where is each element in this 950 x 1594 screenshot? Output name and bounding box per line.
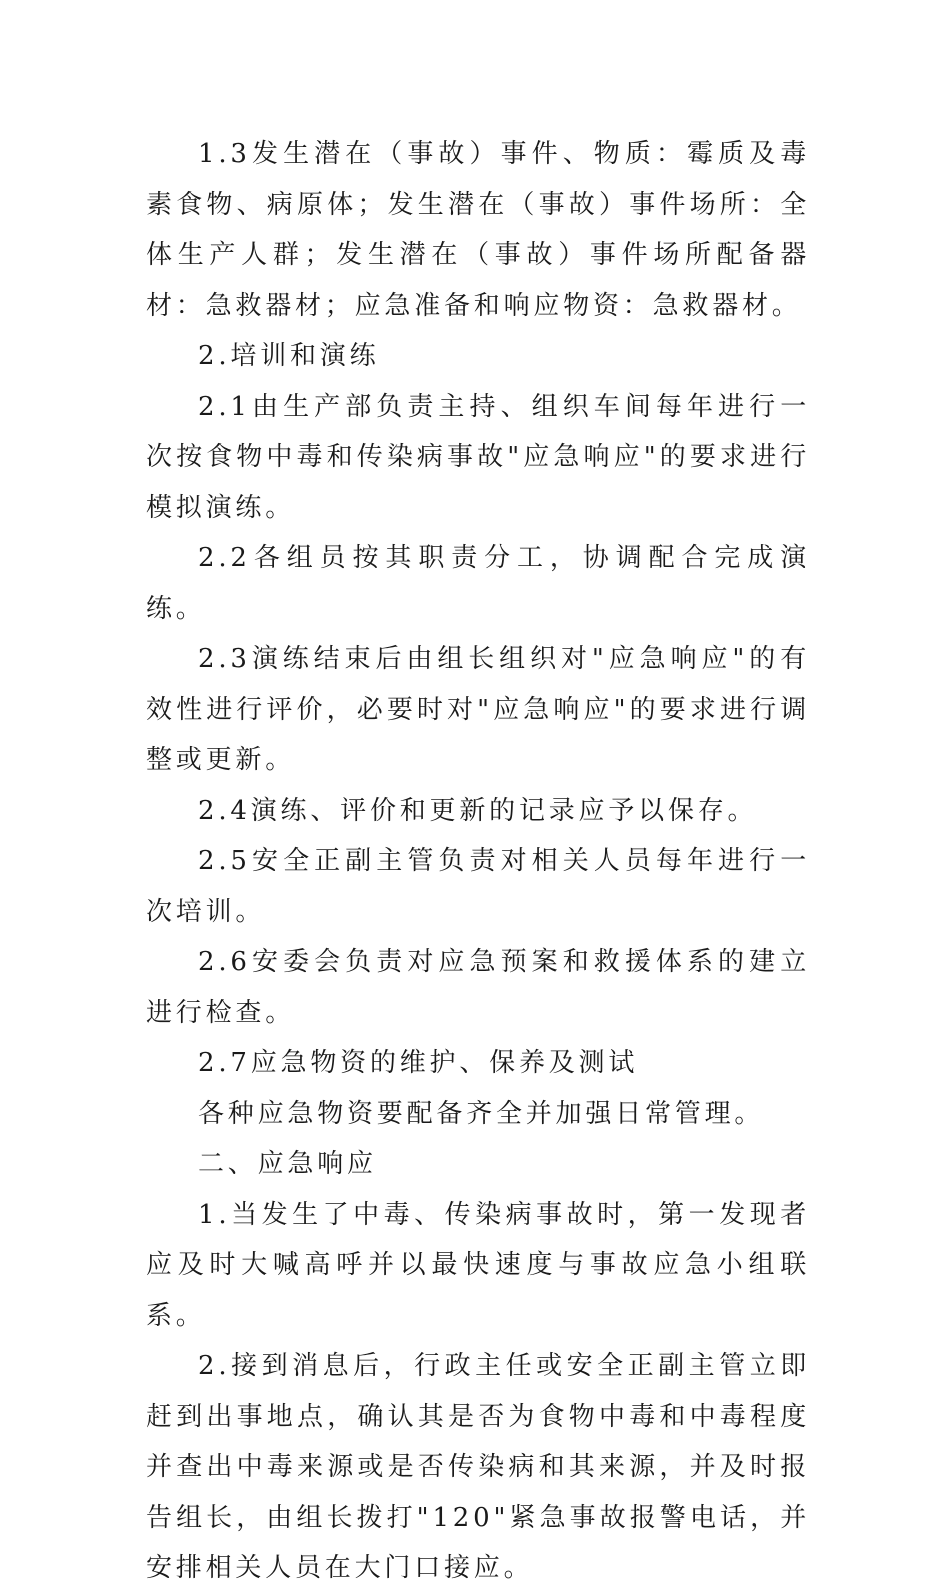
paragraph-supplies-management: 各种应急物资要配备齐全并加强日常管理。 (198, 1098, 765, 1129)
paragraph-2-6: 2.6安委会负责对应急预案和救援体系的建立进行检查。 (146, 947, 810, 1028)
heading-training-drills: 2.培训和演练 (198, 341, 380, 371)
paragraph-1-3-hazards: 1.3发生潜在（事故）事件、物质：霉质及毒素食物、病原体；发生潜在（事故）事件场所：全体生产人群；发生潜在（事故）事件场所配备器材：急救器材；应急准备和响应物资：急救器材。 (146, 139, 810, 321)
document-body (146, 129, 810, 1594)
paragraph-2-4: 2.4演练、评价和更新的记录应予以保存。 (198, 795, 758, 826)
heading-emergency-response: 二、应急响应 (198, 1149, 377, 1179)
paragraph-2-5: 2.5安全正副主管负责对相关人员每年进行一次培训。 (146, 846, 810, 927)
paragraph-2-2: 2.2各组员按其职责分工，协调配合完成演练。 (146, 543, 810, 624)
paragraph-2-1: 2.1由生产部负责主持、组织车间每年进行一次按食物中毒和传染病事故"应急响应"的要求进行模拟演练。 (146, 391, 810, 523)
paragraph-2-7: 2.7应急物资的维护、保养及测试 (198, 1048, 639, 1078)
paragraph-response-1: 1.当发生了中毒、传染病事故时，第一发现者应及时大喊高呼并以最快速度与事故应急小组联系。 (146, 1199, 810, 1331)
paragraph-2-3: 2.3演练结束后由组长组织对"应急响应"的有效性进行评价，必要时对"应急响应"的要求进行调整或更新。 (146, 644, 810, 775)
paragraph-response-2: 2.接到消息后，行政主任或安全正副主管立即赶到出事地点，确认其是否为食物中毒和中毒程度并查出中毒来源或是否传染病和其来源，并及时报告组长，由组长拨打"120"紧急事故报警电话，并安排相关人员在大门口接应。 (146, 1351, 810, 1583)
